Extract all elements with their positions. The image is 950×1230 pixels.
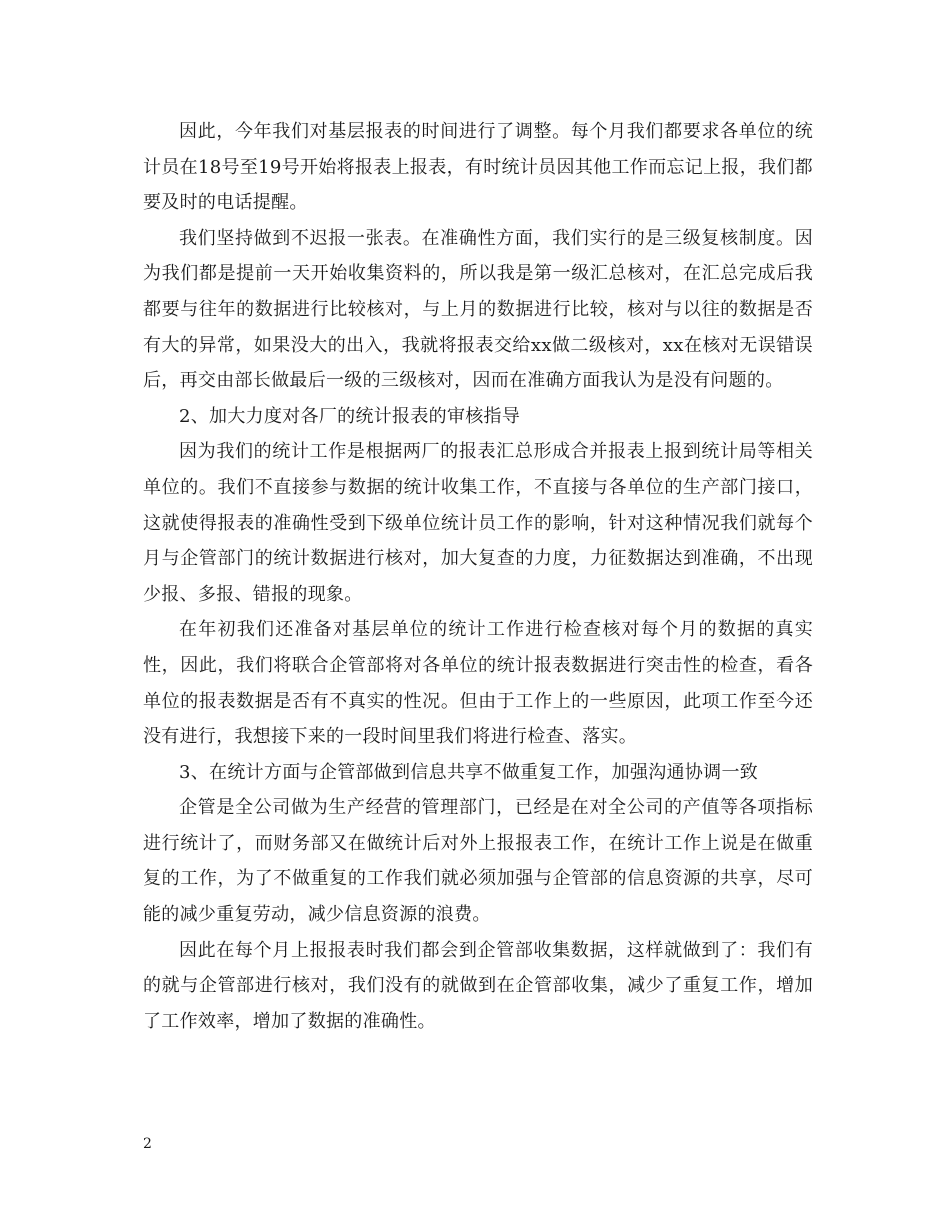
page-number: 2: [143, 1136, 152, 1152]
paragraph: 企管是全公司做为生产经营的管理部门，已经是在对全公司的产值等各项指标进行统计了，而财务部又在做统计后对外上报报表工作，在统计工作上说是在做重复的工作，为了不做重复的工作我们就必须加强与企管部的信息资源的共享，尽可能的减少重复劳动，减少信息资源的浪费。: [143, 797, 813, 926]
document-body: [143, 114, 813, 1039]
section-heading: 3、在统计方面与企管部做到信息共享不做重复工作，加强沟通协调一致: [179, 761, 759, 783]
paragraph: 因此在每个月上报报表时我们都会到企管部收集数据，这样就做到了：我们有的就与企管部进行核对，我们没有的就做到在企管部收集，减少了重复工作，增加了工作效率，增加了数据的准确性。: [143, 939, 813, 1032]
paragraph: 因为我们的统计工作是根据两厂的报表汇总形成合并报表上报到统计局等相关单位的。我们不直接参与数据的统计收集工作，不直接与各单位的生产部门接口，这就使得报表的准确性受到下级单位统计员工作的影响，针对这种情况我们就每个月与企管部门的统计数据进行核对，加大复查的力度，力征数据达到准确，不出现少报、多报、错报的现象。: [143, 441, 813, 605]
paragraph: 在年初我们还准备对基层单位的统计工作进行检查核对每个月的数据的真实性，因此，我们将联合企管部将对各单位的统计报表数据进行突击性的检查，看各单位的报表数据是否有不真实的性况。但由于工作上的一些原因，此项工作至今还没有进行，我想接下来的一段时间里我们将进行检查、落实。: [143, 619, 813, 748]
paragraph: 我们坚持做到不迟报一张表。在准确性方面，我们实行的是三级复核制度。因为我们都是提前一天开始收集资料的，所以我是第一级汇总核对，在汇总完成后我都要与往年的数据进行比较核对，与上月的数据进行比较，核对与以往的数据是否有大的异常，如果没大的出入，我就将报表交给xx做二级核对，xx在核对无误错误后，再交由部长做最后一级的三级核对，因而在准确方面我认为是没有问题的。: [143, 227, 813, 392]
section-heading: 2、加大力度对各厂的统计报表的审核指导: [179, 405, 521, 427]
paragraph: 因此，今年我们对基层报表的时间进行了调整。每个月我们都要求各单位的统计员在18号至19号开始将报表上报表，有时统计员因其他工作而忘记上报，我们都要及时的电话提醒。: [143, 121, 813, 214]
